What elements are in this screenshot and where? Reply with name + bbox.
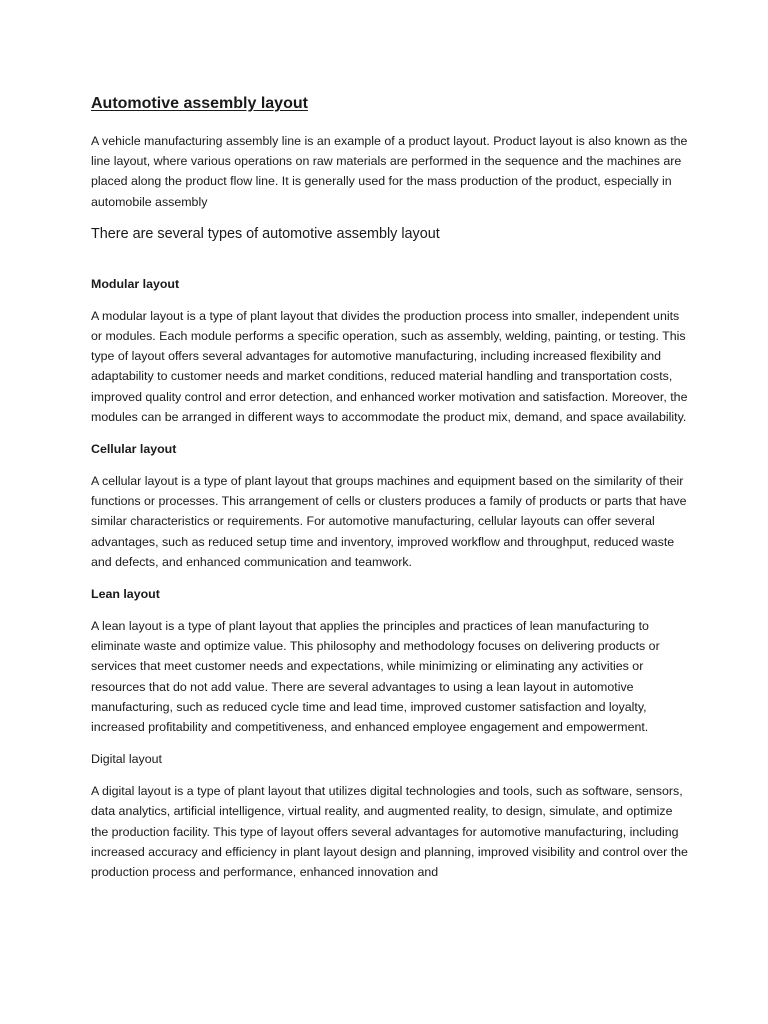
section-heading: Lean layout: [91, 587, 160, 602]
section-body: A lean layout is a type of plant layout that applies the principles and practices of lean manufacturing to eliminate waste and optimize value. This philosophy and methodology focuses on delivering products or services that meet customer needs and expectations, while minimizing or eliminating any activities or resources that do not add value. There are several advantages to using a lean layout in automotive manufacturing, such as reduced cycle time and lead time, improved customer satisfaction and loyalty, increased profitability and competitiveness, and enhanced employee engagement and empowerment.: [91, 619, 660, 735]
types-intro: There are several types of automotive assembly layout: [91, 225, 440, 242]
section-heading: Cellular layout: [91, 442, 177, 457]
section-heading: Digital layout: [91, 752, 162, 767]
section-digital: [91, 749, 688, 882]
document-title: Automotive assembly layout: [91, 95, 308, 112]
section-body: A modular layout is a type of plant layout that divides the production process into smaller, independent units or modules. Each module performs a specific operation, such as assembly, welding, painting, or testing. This type of layout offers several advantages for automotive manufacturing, including increased flexibility and adaptability to customer needs and market conditions, reduced material handling and transportation costs, improved quality control and error detection, and enhanced worker motivation and satisfaction. Moreover, the modules can be arranged in different ways to accommodate the product mix, demand, and space availability.: [91, 308, 688, 424]
section-modular: [91, 274, 688, 427]
section-heading: Modular layout: [91, 276, 180, 291]
section-body: A digital layout is a type of plant layout that utilizes digital technologies and tools, such as software, sensors, data analytics, artificial intelligence, virtual reality, and augmented reality, to design, simulate, and optimize the production facility. This type of layout offers several advantages for automotive manufacturing, including increased accuracy and efficiency in plant layout design and planning, improved visibility and control over the production process and performance, enhanced innovation and: [91, 784, 688, 880]
section-body: A cellular layout is a type of plant layout that groups machines and equipment based on the similarity of their functions or processes. This arrangement of cells or clusters produces a family of products or parts that have similar characteristics or requirements. For automotive manufacturing, cellular layouts can offer several advantages, such as reduced setup time and inventory, improved workflow and throughput, reduced waste and defects, and enhanced communication and teamwork.: [91, 474, 687, 569]
intro-paragraph: A vehicle manufacturing assembly line is an example of a product layout. Product layout is also known as the line layout, where various operations on raw materials are performed in the sequence and the machines are placed along the product flow line. It is generally used for the mass production of the product, especially in automobile assembly: [91, 134, 688, 209]
section-cellular: [91, 439, 688, 572]
section-lean: [91, 584, 688, 737]
